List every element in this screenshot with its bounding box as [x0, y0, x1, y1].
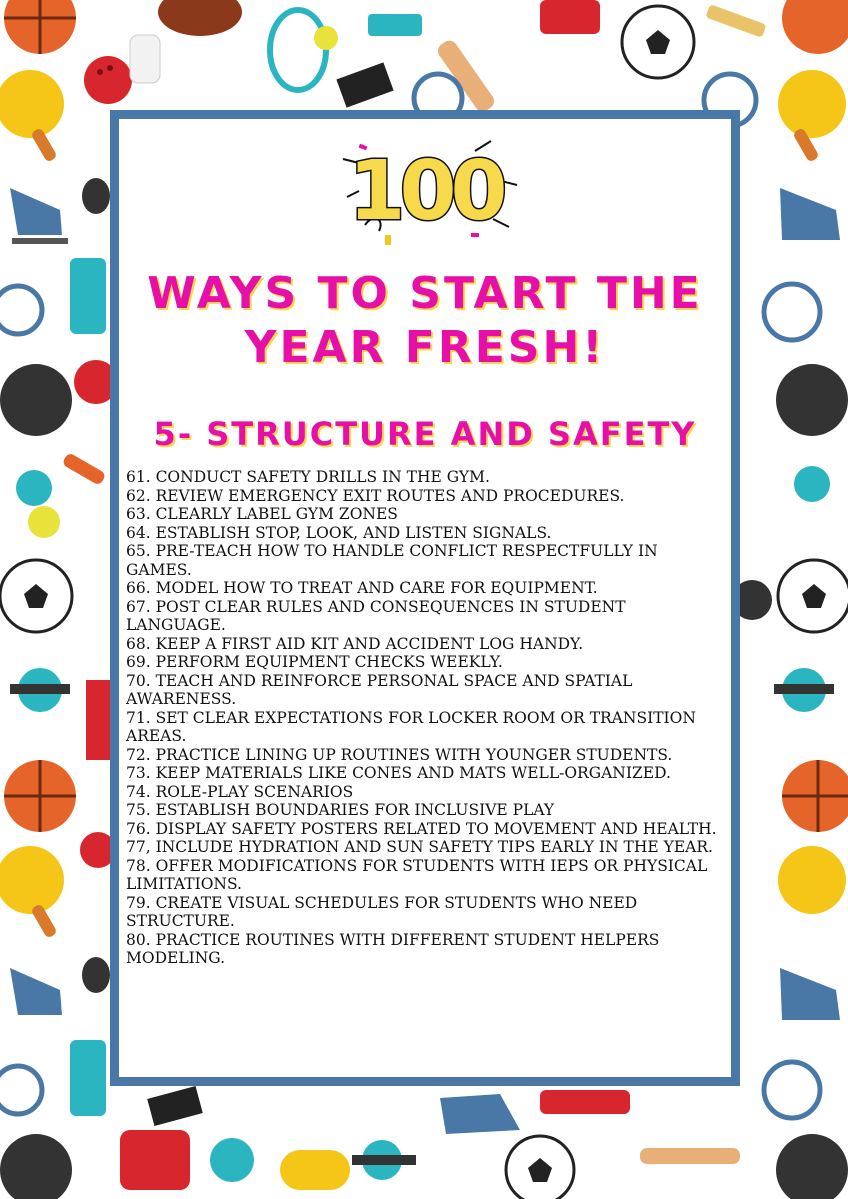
- stopwatch-icon: [0, 286, 42, 334]
- poster-subtitle: 5- STRUCTURE AND SAFETY: [153, 415, 697, 453]
- stopwatch-icon: [0, 1066, 42, 1114]
- list-item: 75. ESTABLISH BOUNDARIES FOR INCLUSIVE PLAY: [126, 801, 555, 819]
- ping-pong-paddle-icon: [778, 846, 846, 914]
- list-item: 74. ROLE-PLAY SCENARIOS: [126, 782, 354, 801]
- poster-title: WAYS TO START THE YEAR FRESH!: [147, 268, 703, 373]
- list-item: 66. MODEL HOW TO TREAT AND CARE FOR EQUIPMENT.: [126, 579, 598, 597]
- hockey-puck-icon: [82, 178, 110, 214]
- kettlebell-icon: [776, 1134, 848, 1199]
- list-item: 67. POST CLEAR RULES AND CONSEQUENCES IN STUDENT LANGUAGE.: [126, 597, 626, 634]
- stopwatch-icon: [764, 1062, 820, 1118]
- list-item: 78. OFFER MODIFICATIONS FOR STUDENTS WITH IEPS OR PHYSICAL LIMITATIONS.: [126, 856, 708, 893]
- hockey-stick-icon: [705, 4, 766, 38]
- list-item: 61. CONDUCT SAFETY DRILLS IN THE GYM.: [126, 468, 490, 486]
- goggles-icon: [16, 470, 52, 506]
- list-item: 76. DISPLAY SAFETY POSTERS RELATED TO MOVEMENT AND HEALTH.: [126, 819, 717, 838]
- list-item: 62. REVIEW EMERGENCY EXIT ROUTES AND PROCEDURES.: [126, 486, 625, 505]
- water-bottle-icon: [130, 35, 160, 83]
- ice-skate-icon: [440, 1094, 520, 1134]
- goggles-icon: [794, 466, 830, 502]
- boxing-glove-icon: [120, 1130, 190, 1190]
- list-item: 77, INCLUDE HYDRATION AND SUN SAFETY TIPS EARLY IN THE YEAR.: [126, 838, 713, 856]
- checkered-flag-icon: [147, 1086, 203, 1126]
- ice-skate-icon: [10, 188, 62, 235]
- hundred-number: 100: [348, 144, 502, 239]
- stopwatch-icon: [764, 284, 820, 340]
- kettlebell-icon: [0, 1134, 72, 1199]
- ice-skate-icon: [780, 188, 840, 240]
- list-item: 73. KEEP MATERIALS LIKE CONES AND MATS WELL-ORGANIZED.: [126, 764, 671, 782]
- whistle-icon: [70, 258, 106, 334]
- football-icon: [158, 0, 242, 36]
- tips-list: [126, 468, 724, 968]
- whistle-icon: [70, 1040, 106, 1116]
- list-item: 69. PERFORM EQUIPMENT CHECKS WEEKLY.: [126, 653, 503, 671]
- whistle-icon: [368, 14, 422, 36]
- list-item: 63. CLEARLY LABEL GYM ZONES: [126, 505, 398, 523]
- list-item: 64. ESTABLISH STOP, LOOK, AND LISTEN SIGNALS.: [126, 523, 552, 542]
- goggles-icon: [210, 1138, 254, 1182]
- ice-skate-icon: [780, 968, 840, 1020]
- basketball-icon: [782, 0, 848, 54]
- list-item: 68. KEEP A FIRST AID KIT AND ACCIDENT LOG HANDY.: [126, 634, 584, 653]
- hundred-graphic: [325, 127, 525, 247]
- bowling-ball-icon: [84, 56, 132, 104]
- tennis-racket-icon: [270, 10, 326, 90]
- poster-card: [110, 110, 740, 1086]
- list-item: 79. CREATE VISUAL SCHEDULES FOR STUDENTS WHO NEED STRUCTURE.: [126, 893, 638, 930]
- boxing-glove-icon: [540, 0, 600, 34]
- checkered-flag-icon: [336, 62, 393, 107]
- list-item: 65. PRE-TEACH HOW TO HANDLE CONFLICT RESPECTFULLY IN GAMES.: [126, 542, 658, 579]
- cap-icon: [280, 1150, 350, 1190]
- ping-pong-paddle-icon: [0, 846, 64, 914]
- ping-pong-paddle-icon: [778, 70, 846, 138]
- list-item: 71. SET CLEAR EXPECTATIONS FOR LOCKER ROOM OR TRANSITION AREAS.: [126, 708, 696, 745]
- hundred-badge: [119, 127, 731, 247]
- ping-pong-paddle-icon: [0, 70, 64, 138]
- list-item: 72. PRACTICE LINING UP ROUTINES WITH YOUNGER STUDENTS.: [126, 745, 673, 764]
- list-item: 80. PRACTICE ROUTINES WITH DIFFERENT STUDENT HELPERS MODELING.: [126, 930, 660, 967]
- baseball-bat-icon: [640, 1148, 740, 1164]
- kettlebell-icon: [776, 364, 848, 436]
- ice-skate-icon: [10, 968, 62, 1015]
- tennis-ball-icon: [314, 26, 338, 50]
- boxing-glove-icon: [86, 680, 110, 760]
- hockey-puck-icon: [82, 957, 110, 993]
- list-item: 70. TEACH AND REINFORCE PERSONAL SPACE AND SPATIAL AWARENESS.: [126, 671, 633, 708]
- kettlebell-icon: [0, 364, 72, 436]
